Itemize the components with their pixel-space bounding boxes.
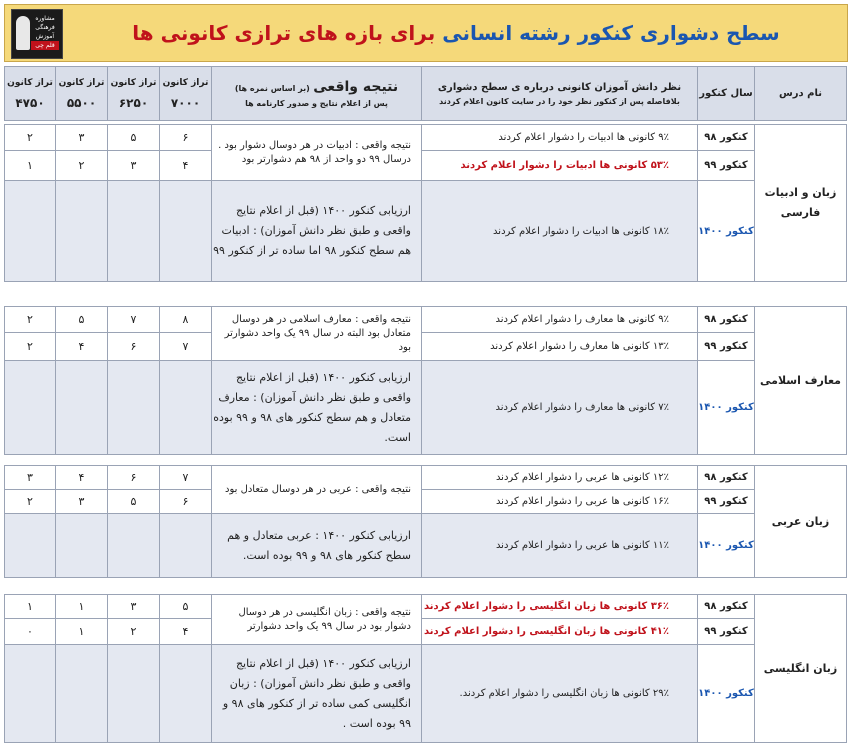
header-level-7000: تراز کانون ۷۰۰۰ (160, 67, 212, 121)
opinion-cell: ۵۳٪ کانونی ها ادبیات را دشوار اعلام کردند (422, 151, 698, 181)
year-cell: کنکور ۱۴۰۰ (698, 361, 755, 455)
result-note: (بر اساس نمره ها) (234, 84, 310, 93)
score-cell: ۳ (108, 595, 160, 619)
score-cell: ۳ (108, 151, 160, 181)
section-table (4, 465, 847, 578)
evaluation-cell: ارزیابی کنکور ۱۴۰۰ (قبل از اعلام نتایج واقعی و طبق نظر دانش آموزان) : زبان انگلیسی کمی ساده تر از کنکور های ۹۸ و ۹۹ بوده است . (212, 645, 422, 743)
graduate-figure-icon (16, 16, 30, 50)
year-cell: کنکور ۱۴۰۰ (698, 514, 755, 578)
logo (11, 9, 63, 59)
year-cell: کنکور ۹۹ (698, 151, 755, 181)
section-table (4, 594, 847, 743)
section-table (4, 306, 847, 455)
header-table (4, 66, 847, 121)
score-cell: ۴ (160, 151, 212, 181)
header-opinion (422, 67, 698, 121)
result-title: نتیجه واقعی (313, 79, 399, 95)
score-cell: ۶ (108, 333, 160, 361)
opinion-cell: ۱۲٪ کانونی ها عربی را دشوار اعلام کردند (422, 466, 698, 490)
opinion-title: نظر دانش آموزان کانونی درباره ی سطح دشواری (437, 81, 682, 93)
score-cell: ۷ (160, 466, 212, 490)
header-year: سال کنکور (698, 67, 755, 121)
score-cell: ۲ (5, 490, 56, 514)
score-cell (108, 361, 160, 455)
logo-line: آموزش (35, 33, 55, 40)
header-result (212, 67, 422, 121)
subject-cell: معارف اسلامی (755, 307, 847, 455)
year-cell: کنکور ۹۹ (698, 490, 755, 514)
result-cell: نتیجه واقعی : زبان انگلیسی در هر دوسال دشوار بود در سال ۹۹ یک واحد دشوارتر (212, 595, 422, 645)
score-cell: ۳ (56, 125, 108, 151)
score-cell (5, 361, 56, 455)
evaluation-cell: ارزیابی کنکور ۱۴۰۰ (قبل از اعلام نتایج واقعی و طبق نظر دانش آموزان) : معارف متعادل و هم سطح کنکور های ۹۸ و ۹۹ بوده است. (212, 361, 422, 455)
score-cell: ۲ (5, 307, 56, 333)
score-cell: ۰ (5, 619, 56, 645)
score-cell: ۷ (108, 307, 160, 333)
title-banner (4, 4, 848, 62)
header-level-5500: تراز کانون ۵۵۰۰ (56, 67, 108, 121)
score-cell: ۲ (56, 151, 108, 181)
score-cell: ۵ (108, 490, 160, 514)
score-cell (5, 645, 56, 743)
score-cell: ۵ (108, 125, 160, 151)
score-cell: ۳ (5, 466, 56, 490)
score-cell (160, 514, 212, 578)
score-cell (108, 645, 160, 743)
opinion-cell: ۴۱٪ کانونی ها زبان انگلیسی را دشوار اعلام کردند (422, 619, 698, 645)
score-cell (160, 181, 212, 282)
score-cell: ۲ (5, 333, 56, 361)
opinion-cell: ۹٪ کانونی ها ادبیات را دشوار اعلام کردند (422, 125, 698, 151)
subject-cell: زبان و ادبیات فارسی (755, 125, 847, 282)
score-cell: ۴ (56, 466, 108, 490)
score-cell (108, 181, 160, 282)
year-cell: کنکور ۹۸ (698, 125, 755, 151)
page-title (75, 5, 837, 61)
opinion-cell: ۳۶٪ کانونی ها زبان انگلیسی را دشوار اعلام کردند (422, 595, 698, 619)
score-cell: ۲ (108, 619, 160, 645)
logo-line: قلم چی (31, 41, 59, 50)
score-cell: ۸ (160, 307, 212, 333)
score-cell (56, 514, 108, 578)
opinion-cell: ۱۸٪ کانونی ها ادبیات را دشوار اعلام کردند (422, 181, 698, 282)
logo-line: فرهنگی (35, 24, 55, 31)
year-cell: کنکور ۹۸ (698, 595, 755, 619)
year-cell: کنکور ۹۹ (698, 333, 755, 361)
year-cell: کنکور ۹۸ (698, 307, 755, 333)
opinion-sub: بلافاصله پس از کنکور نظر خود را در سایت کانون اعلام کردند (439, 96, 680, 106)
score-cell: ۱ (56, 595, 108, 619)
header-subject: نام درس (755, 67, 847, 121)
header-level-4750: تراز کانون ۴۷۵۰ (5, 67, 56, 121)
year-cell: کنکور ۱۴۰۰ (698, 645, 755, 743)
result-cell: نتیجه واقعی : عربی در هر دوسال متعادل بود (212, 466, 422, 514)
year-cell: کنکور ۹۹ (698, 619, 755, 645)
evaluation-cell: ارزیابی کنکور ۱۴۰۰ (قبل از اعلام نتایج واقعی و طبق نظر دانش آموزان) : ادبیات هم سطح کنکور ۹۸ اما ساده تر از کنکور ۹۹ (212, 181, 422, 282)
opinion-cell: ۹٪ کانونی ها معارف را دشوار اعلام کردند (422, 307, 698, 333)
year-cell: کنکور ۱۴۰۰ (698, 181, 755, 282)
score-cell: ۶ (108, 466, 160, 490)
logo-line: مشاوره (35, 15, 55, 22)
opinion-cell: ۱۱٪ کانونی ها عربی را دشوار اعلام کردند (422, 514, 698, 578)
title-part-2: برای بازه های ترازی کانونی ها (132, 21, 436, 45)
score-cell: ۵ (56, 307, 108, 333)
score-cell: ۱ (5, 595, 56, 619)
score-cell (5, 181, 56, 282)
header-level-6250: تراز کانون ۶۲۵۰ (108, 67, 160, 121)
score-cell (56, 361, 108, 455)
opinion-cell: ۱۶٪ کانونی ها عربی را دشوار اعلام کردند (422, 490, 698, 514)
year-cell: کنکور ۹۸ (698, 466, 755, 490)
score-cell: ۱ (5, 151, 56, 181)
score-cell (56, 645, 108, 743)
score-cell: ۱ (56, 619, 108, 645)
score-cell (108, 514, 160, 578)
score-cell (160, 645, 212, 743)
result-sub: پس از اعلام نتایج و صدور کارنامه ها (245, 99, 388, 108)
opinion-cell: ۲۹٪ کانونی ها زبان انگلیسی را دشوار اعلام کردند. (422, 645, 698, 743)
score-cell: ۳ (56, 490, 108, 514)
result-cell: نتیجه واقعی : معارف اسلامی در هر دوسال متعادل بود البته در سال ۹۹ یک واحد دشوارتر بود (212, 307, 422, 361)
score-cell: ۵ (160, 595, 212, 619)
score-cell: ۴ (56, 333, 108, 361)
subject-cell: زبان عربی (755, 466, 847, 578)
result-cell: نتیجه واقعی : ادبیات در هر دوسال دشوار بود . درسال ۹۹ دو واحد از ۹۸ هم دشوارتر بود (212, 125, 422, 181)
title-part-1: سطح دشواری کنکور رشته انسانی (442, 21, 780, 45)
score-cell: ۴ (160, 619, 212, 645)
score-cell: ۲ (5, 125, 56, 151)
opinion-cell: ۷٪ کانونی ها معارف را دشوار اعلام کردند (422, 361, 698, 455)
subject-cell: زبان انگلیسی (755, 595, 847, 743)
score-cell: ۶ (160, 490, 212, 514)
score-cell (56, 181, 108, 282)
section-table (4, 124, 847, 282)
opinion-cell: ۱۳٪ کانونی ها معارف را دشوار اعلام کردند (422, 333, 698, 361)
logo-text (31, 14, 59, 50)
score-cell: ۷ (160, 333, 212, 361)
score-cell: ۶ (160, 125, 212, 151)
score-cell (160, 361, 212, 455)
score-cell (5, 514, 56, 578)
evaluation-cell: ارزیابی کنکور ۱۴۰۰ : عربی متعادل و هم سطح کنکور های ۹۸ و ۹۹ بوده است. (212, 514, 422, 578)
